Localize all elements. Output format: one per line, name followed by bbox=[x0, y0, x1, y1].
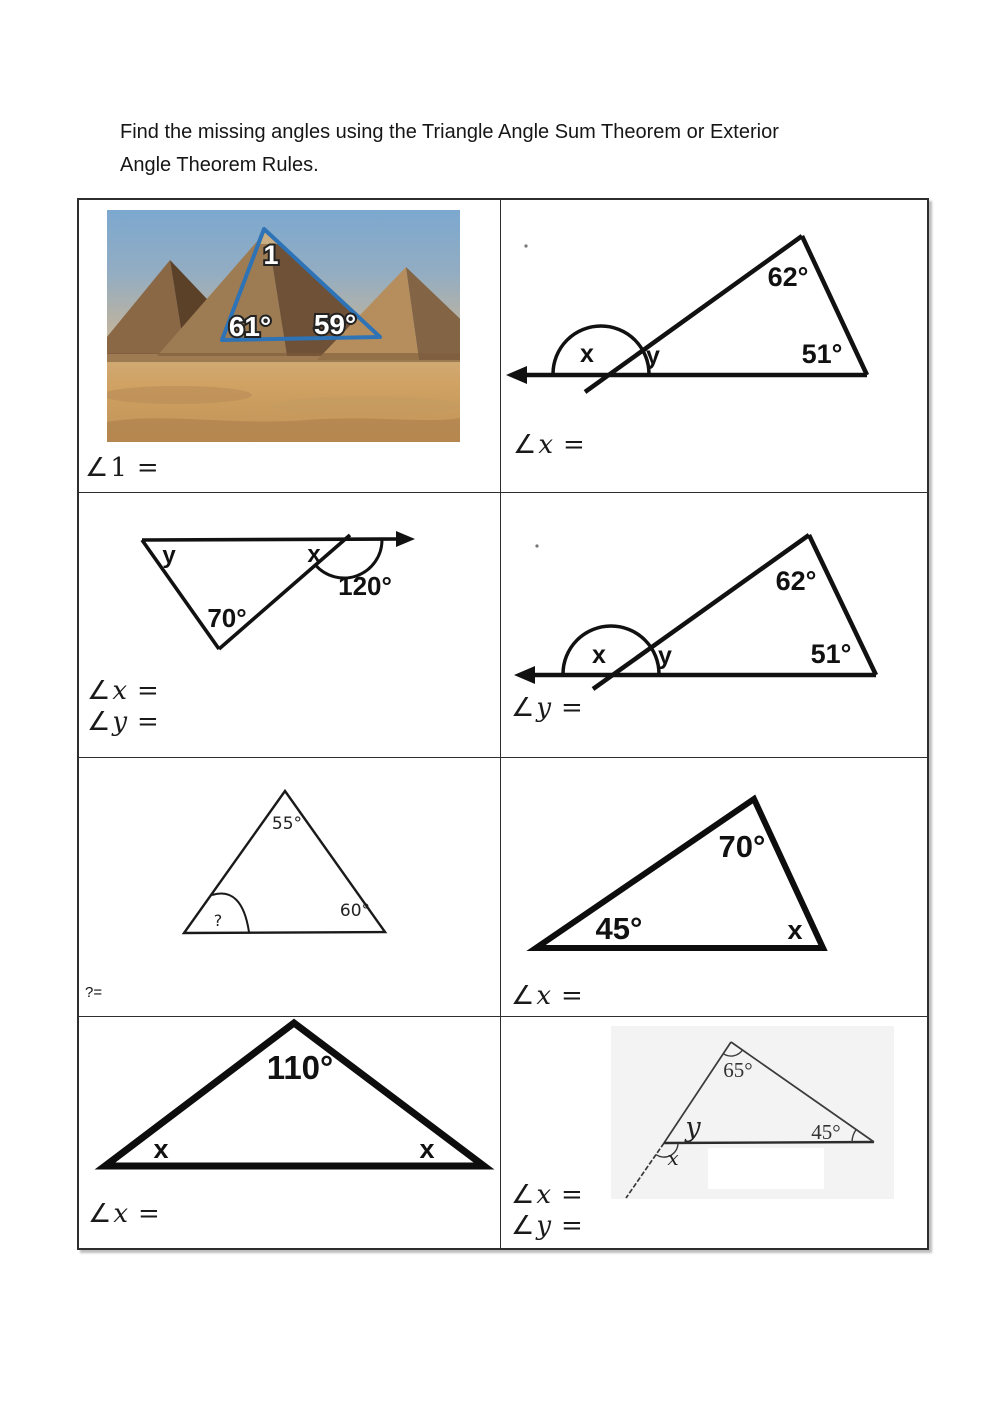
angle-x-label: x bbox=[307, 541, 321, 568]
answer-variable: y bbox=[536, 693, 552, 723]
answer-line-p1[interactable] bbox=[85, 453, 159, 483]
angle-55-label: 55° bbox=[271, 814, 303, 834]
angle-110-label: 110° bbox=[266, 1049, 334, 1086]
pyramids-photo bbox=[107, 210, 460, 442]
angle-symbol: ∠ bbox=[513, 430, 537, 460]
answer-line-p5[interactable]: ?= bbox=[85, 984, 103, 1001]
equals-sign: = bbox=[561, 1211, 583, 1241]
equals-sign: = bbox=[137, 707, 159, 737]
left-side bbox=[585, 236, 802, 392]
angle-51-label: 51° bbox=[810, 639, 852, 669]
left-arrowhead bbox=[514, 666, 535, 684]
angle-51-label: 51° bbox=[801, 339, 843, 369]
angle-y-label: y bbox=[162, 542, 176, 569]
top-ray bbox=[142, 539, 401, 540]
equals-sign: = bbox=[560, 981, 583, 1011]
angle-1-label: 1 bbox=[263, 240, 279, 270]
problem-cell-3 bbox=[79, 493, 501, 758]
angle-62-label: 62° bbox=[775, 566, 817, 596]
answer-variable: x bbox=[538, 430, 553, 460]
answer-variable: x bbox=[112, 676, 127, 706]
problem-cell-8 bbox=[501, 1017, 927, 1248]
equals-sign: = bbox=[136, 676, 159, 706]
problem-cell-1 bbox=[79, 200, 501, 493]
white-answer-box[interactable] bbox=[708, 1148, 824, 1189]
equals-sign: = bbox=[136, 453, 159, 483]
equals-sign: = bbox=[562, 430, 585, 460]
problem-cell-2 bbox=[501, 200, 927, 493]
foreground-sand bbox=[107, 418, 460, 442]
dune bbox=[272, 396, 460, 416]
triangle bbox=[536, 799, 823, 948]
right-x-label: x bbox=[419, 1134, 435, 1164]
answer-line-p8-y[interactable] bbox=[511, 1211, 583, 1241]
equals-sign: = bbox=[560, 1180, 583, 1210]
angle-y-label: y bbox=[685, 1112, 701, 1143]
rubble-band bbox=[107, 353, 460, 362]
answer-variable: x bbox=[536, 1180, 551, 1210]
figure-p6 bbox=[501, 758, 927, 1017]
angle-45-label: 45° bbox=[595, 911, 643, 946]
angle-x-label: x bbox=[592, 641, 606, 669]
dune bbox=[107, 386, 252, 404]
angle-70-label: 70° bbox=[207, 603, 247, 633]
angle-symbol: ∠ bbox=[511, 1211, 535, 1241]
answer-variable: x bbox=[113, 1199, 128, 1229]
figure-p5 bbox=[79, 758, 501, 1017]
right-arrowhead bbox=[396, 531, 415, 547]
angle-symbol: ∠ bbox=[511, 1180, 535, 1210]
angle-62-label: 62° bbox=[767, 262, 809, 292]
answer-line-p4[interactable] bbox=[511, 693, 583, 723]
angle-65-label: 65° bbox=[723, 1058, 753, 1082]
angle-symbol: ∠ bbox=[87, 676, 111, 706]
left-x-label: x bbox=[153, 1134, 169, 1164]
angle-symbol: ∠ bbox=[87, 707, 111, 737]
answer-line-p3-y[interactable] bbox=[87, 707, 159, 737]
instructions-line-2: Angle Theorem Rules. bbox=[120, 154, 319, 176]
answer-variable: 1 bbox=[110, 453, 127, 483]
angle-x-label: x bbox=[580, 340, 594, 368]
angle-symbol: ∠ bbox=[88, 1199, 112, 1229]
angle-symbol: ∠ bbox=[511, 981, 535, 1011]
angle-arc bbox=[553, 326, 649, 374]
answer-line-p3-x[interactable] bbox=[87, 676, 159, 706]
angle-70-label: 70° bbox=[718, 829, 766, 864]
pyramids-photo-graphic bbox=[107, 210, 460, 442]
problem-cell-6 bbox=[501, 758, 927, 1017]
angle-45-label: 45° bbox=[811, 1120, 841, 1144]
problem-cell-4 bbox=[501, 493, 927, 758]
answer-variable: y bbox=[536, 1211, 552, 1241]
problem-cell-5 bbox=[79, 758, 501, 1017]
answer-line-p2[interactable] bbox=[513, 430, 585, 460]
equals-sign: = bbox=[137, 1199, 160, 1229]
angle-y-label: y bbox=[646, 342, 660, 370]
problems-table bbox=[77, 198, 929, 1250]
unknown-angle-label: ? bbox=[213, 911, 223, 930]
instructions-text bbox=[120, 116, 880, 182]
answer-variable: y bbox=[112, 707, 128, 737]
answer-line-p8-x[interactable] bbox=[511, 1180, 583, 1210]
angle-symbol: ∠ bbox=[511, 693, 535, 723]
angle-x-label: x bbox=[787, 915, 803, 945]
equals-sign: = bbox=[561, 693, 583, 723]
problem-cell-7 bbox=[79, 1017, 501, 1248]
stray-dot bbox=[535, 544, 538, 547]
angle-y-label: y bbox=[658, 642, 672, 670]
stray-dot bbox=[524, 244, 527, 247]
angle-120-label: 120° bbox=[338, 571, 392, 601]
answer-variable: x bbox=[536, 981, 551, 1011]
angle-x-label: x bbox=[667, 1146, 679, 1170]
angle-61-label: 61° bbox=[228, 311, 272, 342]
left-side bbox=[593, 535, 809, 689]
instructions-line-1: Find the missing angles using the Triangle Angle Sum Theorem or Exterior bbox=[120, 121, 779, 143]
angle-symbol: ∠ bbox=[85, 453, 109, 483]
answer-line-p6[interactable] bbox=[511, 981, 583, 1011]
left-arrowhead bbox=[506, 366, 527, 384]
angle-60-label: 60° bbox=[339, 901, 371, 921]
answer-line-p7[interactable] bbox=[88, 1199, 160, 1229]
angle-59-label: 59° bbox=[313, 309, 357, 340]
